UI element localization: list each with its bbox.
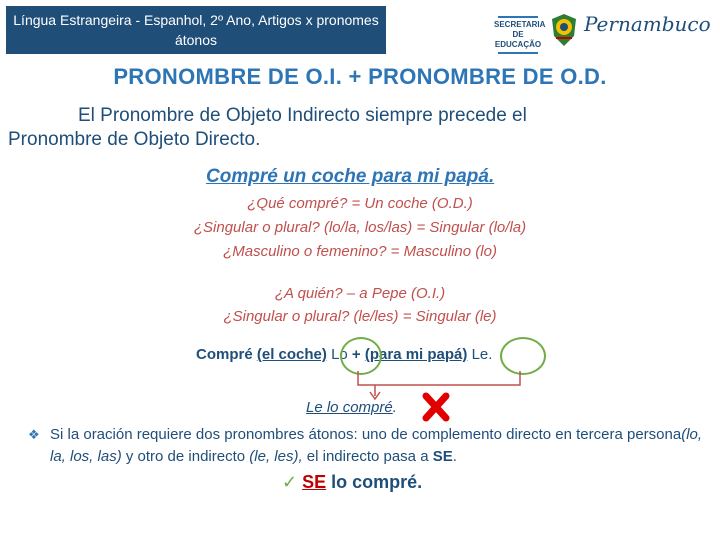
diamond-bullet-icon: ❖ — [28, 427, 40, 442]
rule-se: SE — [432, 448, 453, 465]
rule-italic-part: (lo, la, los, las) — [50, 426, 703, 465]
correct-form-rest: lo compré. — [326, 472, 423, 492]
od-pronoun: Lo — [331, 346, 348, 363]
od-phrase: (el coche) — [256, 346, 327, 363]
verb: Compré — [196, 346, 253, 363]
wrong-form-punct: . — [392, 399, 397, 416]
oi-phrase: (para mi papá) — [364, 346, 468, 363]
rule-text-part: el indirecto pasa a — [302, 448, 433, 465]
rule-italic-part: (le, les), — [249, 448, 303, 465]
question-line: ¿Masculino o femenino? = Masculino (lo) — [223, 243, 497, 260]
question-line: ¿Qué compré? = Un coche (O.D.) — [247, 195, 473, 212]
rule-text-part: y otro de indirecto — [121, 448, 250, 465]
oi-pronoun: Le. — [471, 346, 493, 363]
secretaria-logo-text: SECRETARIA DE EDUCAÇÃO — [494, 20, 546, 49]
correct-se: SE — [302, 472, 327, 492]
pernambuco-logo-text: Pernambuco — [584, 12, 711, 36]
example-sentence-text: Compré un coche para mi papá. — [206, 166, 495, 187]
rule-paragraph: El Pronombre de Objeto Indirecto siempre precede el Pronombre de Objeto Directo. — [8, 105, 527, 150]
question-line: ¿Singular o plural? (lo/la, los/las) = Singular (lo/la) — [193, 219, 527, 236]
rule-text-part: Si la oración requiere dos pronombres átonos: uno de complemento directo en tercera persona — [50, 426, 682, 443]
correct-form — [282, 472, 422, 493]
slide-title: PRONOMBRE DE O.I. + PRONOMBRE DE O.D. — [113, 64, 607, 89]
rule-text-part: . — [452, 448, 457, 465]
plus-sign: + — [351, 346, 361, 363]
question-line: ¿A quién? – a Pepe (O.I.) — [274, 285, 446, 302]
question-line: ¿Singular o plural? (le/les) = Singular (le) — [223, 308, 497, 325]
rule-bullet-text — [50, 424, 718, 468]
header-title: Língua Estrangeira - Espanhol, 2º Ano, Artigos x pronomes átonos — [6, 6, 386, 54]
wrong-form-text: Le lo compré — [306, 399, 393, 416]
checkmark-icon: ✓ — [282, 472, 298, 492]
